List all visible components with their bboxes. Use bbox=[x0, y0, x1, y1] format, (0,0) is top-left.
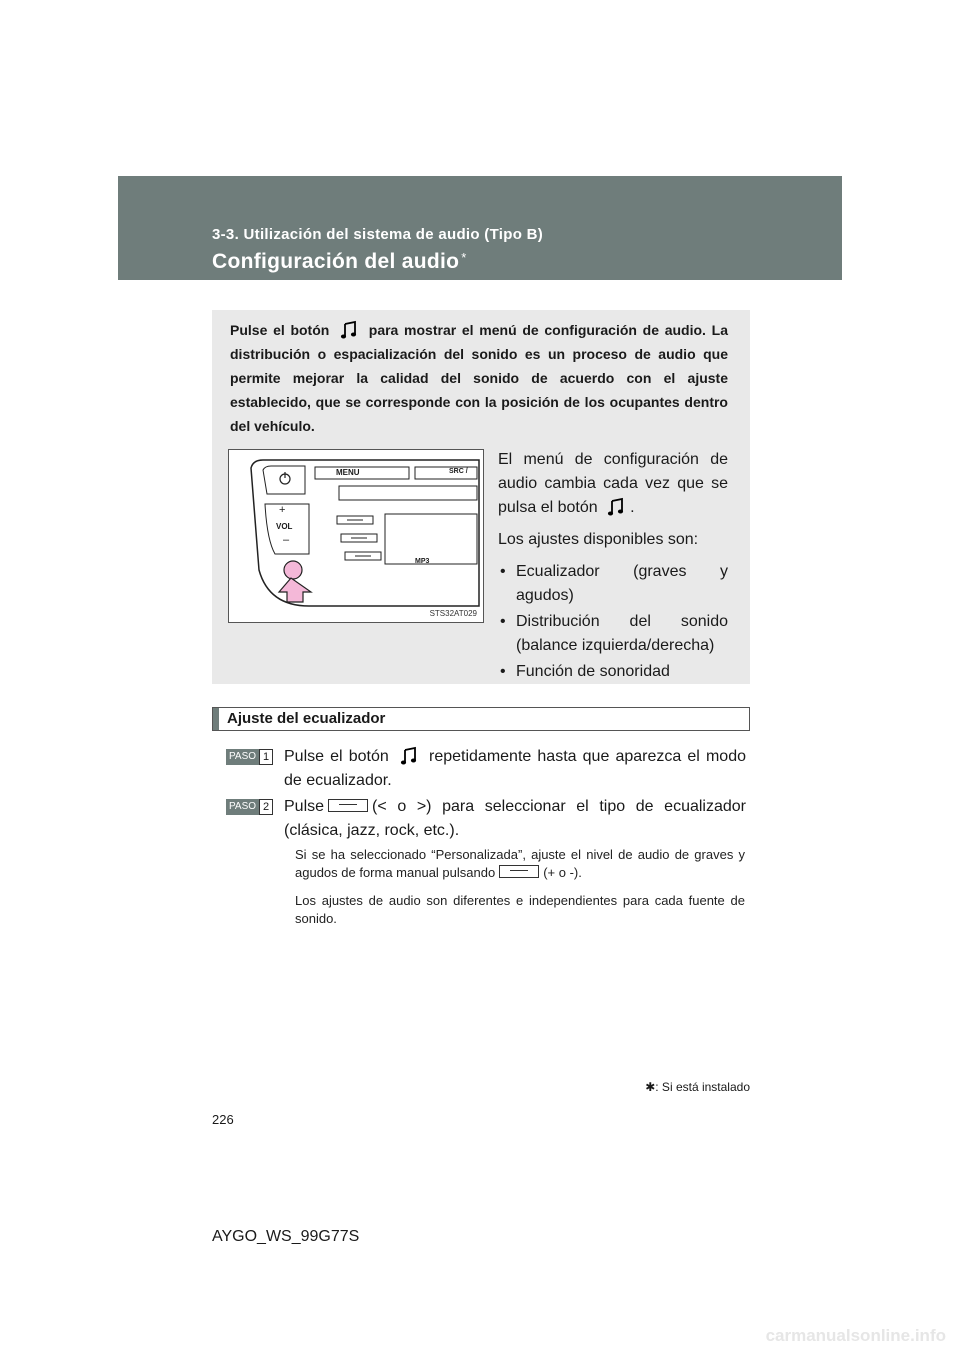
step-text bbox=[284, 745, 746, 793]
step-1 bbox=[226, 745, 746, 793]
section-accent bbox=[213, 708, 219, 730]
side-text bbox=[498, 448, 728, 686]
page-number: 226 bbox=[212, 1112, 234, 1127]
vol-label: VOL bbox=[276, 522, 293, 531]
footnote bbox=[600, 1080, 750, 1094]
figure-code: STS32AT029 bbox=[429, 609, 477, 618]
page-title-text: Configuración del audio bbox=[212, 250, 460, 273]
step-text-before: Pulse el botón bbox=[284, 748, 389, 765]
mp3-label: MP3 bbox=[415, 558, 430, 565]
step-badge bbox=[226, 799, 273, 815]
step-badge-label: PASO bbox=[226, 749, 259, 765]
step-number: 2 bbox=[259, 799, 273, 815]
vol-plus-label: + bbox=[279, 504, 286, 516]
intro-before: Pulse el botón bbox=[230, 322, 330, 338]
music-note-icon bbox=[339, 320, 359, 340]
radio-illustration bbox=[228, 449, 484, 623]
music-note-icon bbox=[399, 746, 419, 766]
section-title: Ajuste del ecualizador bbox=[227, 710, 386, 727]
list-item: • Distribución del sonido (balance izquierda/derecha) bbox=[498, 610, 728, 658]
music-note-icon bbox=[606, 497, 626, 517]
side-para1-after: . bbox=[630, 499, 635, 516]
list-item: • Ecualizador (graves y agudos) bbox=[498, 560, 728, 608]
src-label: SRC / bbox=[449, 468, 468, 475]
step-badge bbox=[226, 749, 273, 765]
step-text-after: repetidamente hasta que aparezca el modo de ecualizador. bbox=[284, 748, 746, 789]
vol-minus-label: – bbox=[283, 534, 290, 546]
note-text-before: Si se ha seleccionado “Personalizada”, ajuste el nivel de audio de graves y agudos de forma manual pulsando bbox=[295, 847, 745, 880]
menu-label: MENU bbox=[336, 468, 360, 477]
section-heading bbox=[212, 707, 750, 731]
section-label: 3-3. Utilización del sistema de audio (Tipo B) bbox=[212, 226, 544, 243]
seek-button-icon bbox=[499, 865, 539, 878]
step-text-after: (< o >) para seleccionar el tipo de ecualizador (clásica, jazz, rock, etc.). bbox=[284, 798, 746, 839]
step-2 bbox=[226, 795, 746, 843]
side-para1-before: El menú de configuración de audio cambia cada vez que se pulsa el botón bbox=[498, 451, 728, 516]
intro-text bbox=[230, 318, 728, 438]
intro-after: para mostrar el menú de configuración de audio. La distribución o espacialización del sonido es un proceso de audio que permite mejorar la calidad del sonido de acuerdo con el ajuste establecido, que se corresponde con la posición de los ocupantes dentro del vehículo. bbox=[230, 322, 728, 434]
note-text-after: (+ o -). bbox=[543, 865, 582, 880]
seek-button-icon bbox=[328, 799, 368, 812]
document-code: AYGO_WS_99G77S bbox=[212, 1228, 360, 1245]
note-1 bbox=[295, 846, 745, 882]
footnote-mark: ✱ bbox=[645, 1080, 656, 1094]
page-title bbox=[212, 250, 467, 274]
step-text bbox=[284, 795, 746, 843]
note-2: Los ajustes de audio son diferentes e independientes para cada fuente de sonido. bbox=[295, 893, 745, 926]
step-text-before: Pulse bbox=[284, 798, 325, 815]
step-badge-label: PASO bbox=[226, 799, 259, 815]
step-number: 1 bbox=[259, 749, 273, 765]
footnote-text: : Si está instalado bbox=[655, 1080, 750, 1094]
list-item: • Función de sonoridad bbox=[498, 660, 728, 684]
settings-list bbox=[498, 560, 728, 684]
side-paragraph-1 bbox=[498, 448, 728, 520]
side-paragraph-2: Los ajustes disponibles son: bbox=[498, 531, 699, 548]
title-mark: * bbox=[461, 250, 467, 265]
watermark: carmanualsonline.info bbox=[765, 1326, 946, 1345]
